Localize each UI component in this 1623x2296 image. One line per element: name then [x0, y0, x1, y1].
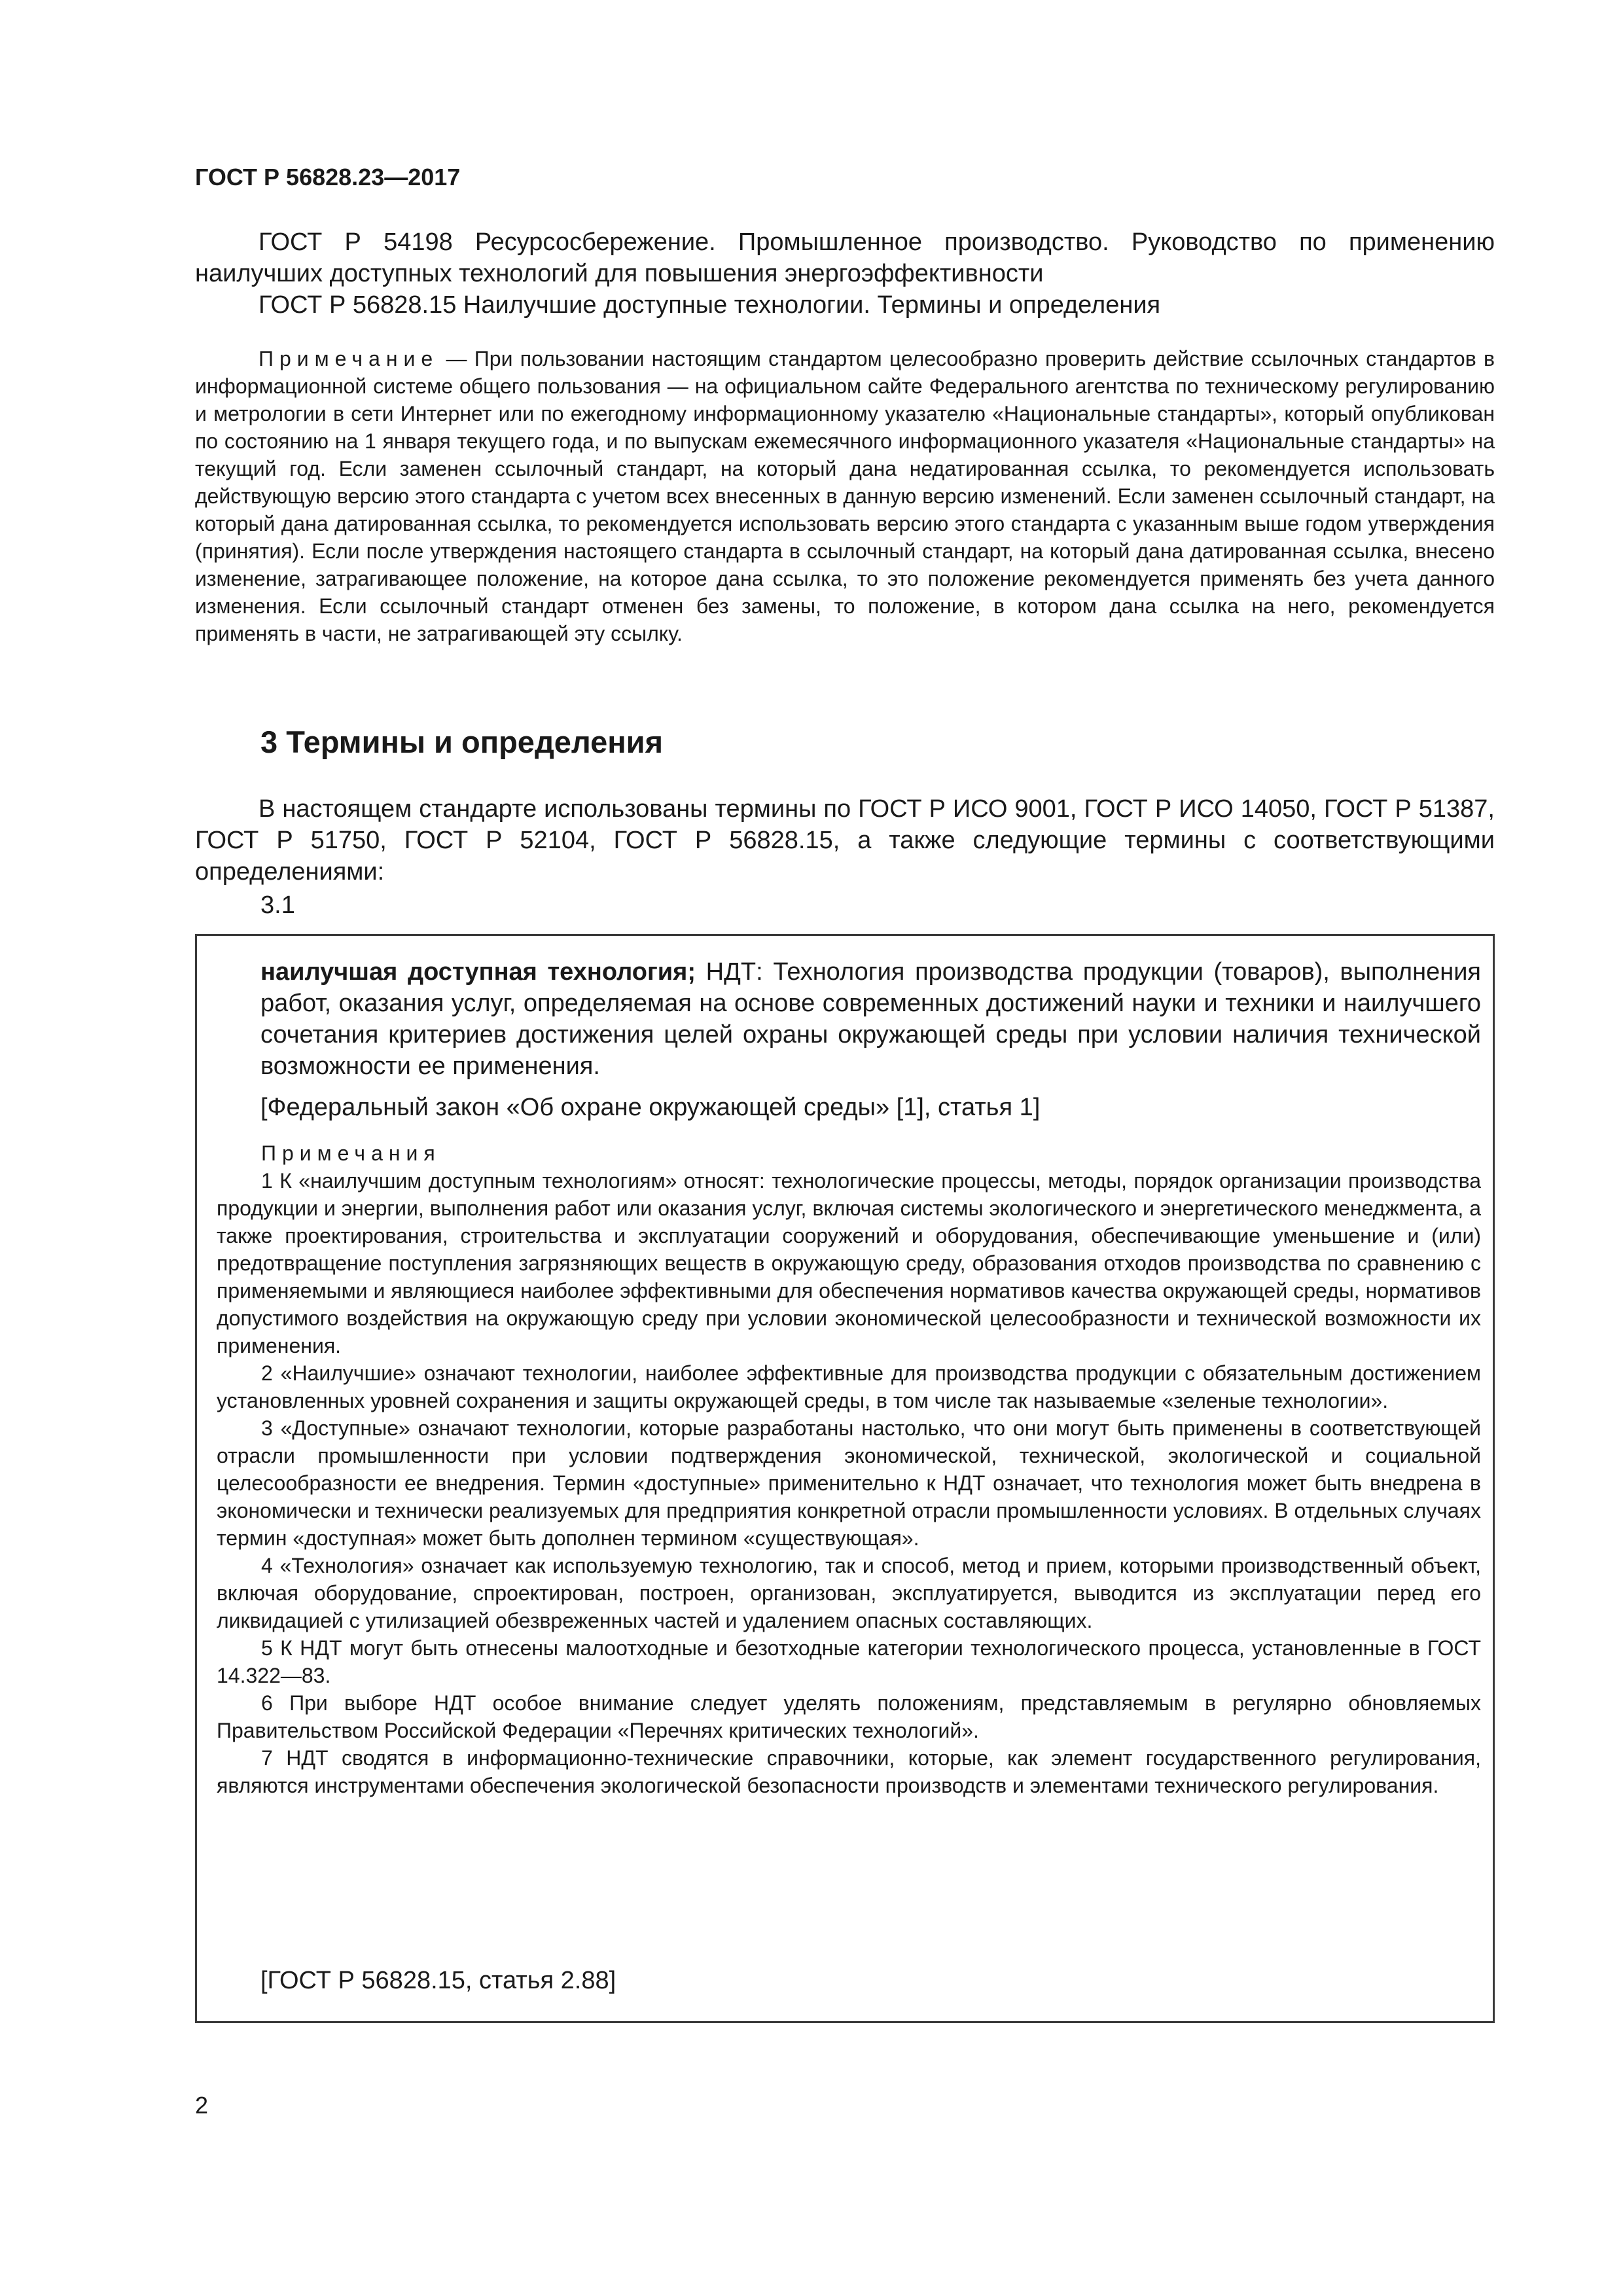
note-item: 3 «Доступные» означают технологии, которые разработаны настолько, что они могут быть применены в соответствующей отрасли промышленности при условии подтверждения экономической, технической, экологической и социальной целесообразности ее внедрения. Термин «доступные» применительно к НДТ означает, что технология может быть внедрена в экономически и технически реализуемых для предприятия конкретной отрасли промышленности условиях. В отдельных случаях термин «доступная» может быть дополнен термином «существующая».	[217, 1416, 1481, 1550]
term-name: наилучшая доступная технология;	[260, 958, 696, 986]
term-definition-box	[195, 934, 1495, 2023]
note-item: 7 НДТ сводятся в информационно-технические справочники, которые, как элемент государственного регулирования, являются инструментами обеспечения экологической безопасности производств и элементами технического регулирования.	[217, 1746, 1481, 1797]
reference-item: ГОСТ Р 56828.15 Наилучшие доступные технологии. Термины и определения	[259, 291, 1161, 319]
document-code-header: ГОСТ Р 56828.23—2017	[195, 164, 461, 190]
section-intro: В настоящем стандарте использованы термины по ГОСТ Р ИСО 9001, ГОСТ Р ИСО 14050, ГОСТ Р 51387, ГОСТ Р 51750, ГОСТ Р 52104, ГОСТ Р 56828.15, а также следующие термины с соответствующими определениями:	[195, 795, 1495, 886]
note-label: Примечание	[259, 347, 439, 370]
reference-item: ГОСТ Р 54198 Ресурсосбережение. Промышленное производство. Руководство по применению наилучших доступных технологий для повышения энергоэффективности	[195, 228, 1495, 287]
references-note	[195, 345, 1495, 647]
note-item: 5 К НДТ могут быть отнесены малоотходные и безотходные категории технологического процесса, установленные в ГОСТ 14.322—83.	[217, 1636, 1481, 1687]
box-source: [ГОСТ Р 56828.15, статья 2.88]	[260, 1967, 616, 1994]
normative-references	[195, 226, 1495, 321]
note-item: 4 «Технология» означает как используемую технологию, так и способ, метод и прием, которыми производственный объект, включая оборудование, спроектирован, построен, организован, эксплуатируется, выводится из эксплуатации перед его ликвидацией с утилизацией обезвреженных частей и удалением опасных составляющих.	[217, 1554, 1481, 1632]
note-item: 6 При выборе НДТ особое внимание следует уделять положениям, представляемым в регулярно обновляемых Правительством Российской Федерации «Перечнях критических технологий».	[217, 1691, 1481, 1742]
notes-title: Примечания	[261, 1141, 441, 1165]
term-notes	[217, 1139, 1481, 1799]
term-number: 3.1	[260, 891, 295, 919]
term-definition	[260, 956, 1481, 1082]
note-item: 2 «Наилучшие» означают технологии, наиболее эффективные для производства продукции с обязательным достижением установленных уровней сохранения и защиты окружающей среды, в том числе так называемые «зеленые технологии».	[217, 1361, 1481, 1412]
note-item: 1 К «наилучшим доступным технологиям» относят: технологические процессы, методы, порядок организации производства продукции и энергии, выполнения работ или оказания услуг, включая системы экологического и энергетического менеджмента, а также проектирования, строительства и эксплуатации сооружений и оборудования, обеспечивающие уменьшение и (или) предотвращение поступления загрязняющих веществ в окружающую среду, образования отходов производства по сравнению с применяемыми и являющиеся наиболее эффективными для обеспечения нормативов качества окружающей среды, нормативов допустимого воздействия на окружающую среду при условии экономической целесообразности и технической возможности их применения.	[217, 1169, 1481, 1357]
term-source: [Федеральный закон «Об охране окружающей среды» [1], статья 1]	[260, 1094, 1041, 1121]
page-number: 2	[195, 2092, 209, 2119]
section-title: 3 Термины и определения	[260, 725, 663, 759]
note-text: — При пользовании настоящим стандартом целесообразно проверить действие ссылочных стандартов в информационной системе общего пользования — на официальном сайте Федерального агентства по техническому регулированию и метрологии в сети Интернет или по ежегодному информационному указателю «Национальные стандарты», который опубликован по состоянию на 1 января текущего года, и по выпускам ежемесячного информационного указателя «Национальные стандарты» на текущий год. Если заменен ссылочный стандарт, на который дана недатированная ссылка, то рекомендуется использовать действующую версию этого стандарта с учетом всех внесенных в данную версию изменений. Если заменен ссылочный стандарт, на который дана датированная ссылка, то рекомендуется использовать версию этого стандарта с указанным выше годом утверждения (принятия). Если после утверждения настоящего стандарта в ссылочный стандарт, на который дана датированная ссылка, внесено изменение, затрагивающее положение, на которое дана ссылка, то это положение рекомендуется применять без учета данного изменения. Если ссылочный стандарт отменен без замены, то положение, в котором дана ссылка на него, рекомендуется применять в части, не затрагивающей эту ссылку.	[195, 347, 1495, 645]
term-definition-text: НДТ: Технология производства продукции (товаров), выполнения работ, оказания услуг, определяемая на основе современных достижений науки и техники и наилучшего сочетания критериев достижения целей охраны окружающей среды при условии наличия технической возможности ее применения.	[260, 958, 1482, 1080]
